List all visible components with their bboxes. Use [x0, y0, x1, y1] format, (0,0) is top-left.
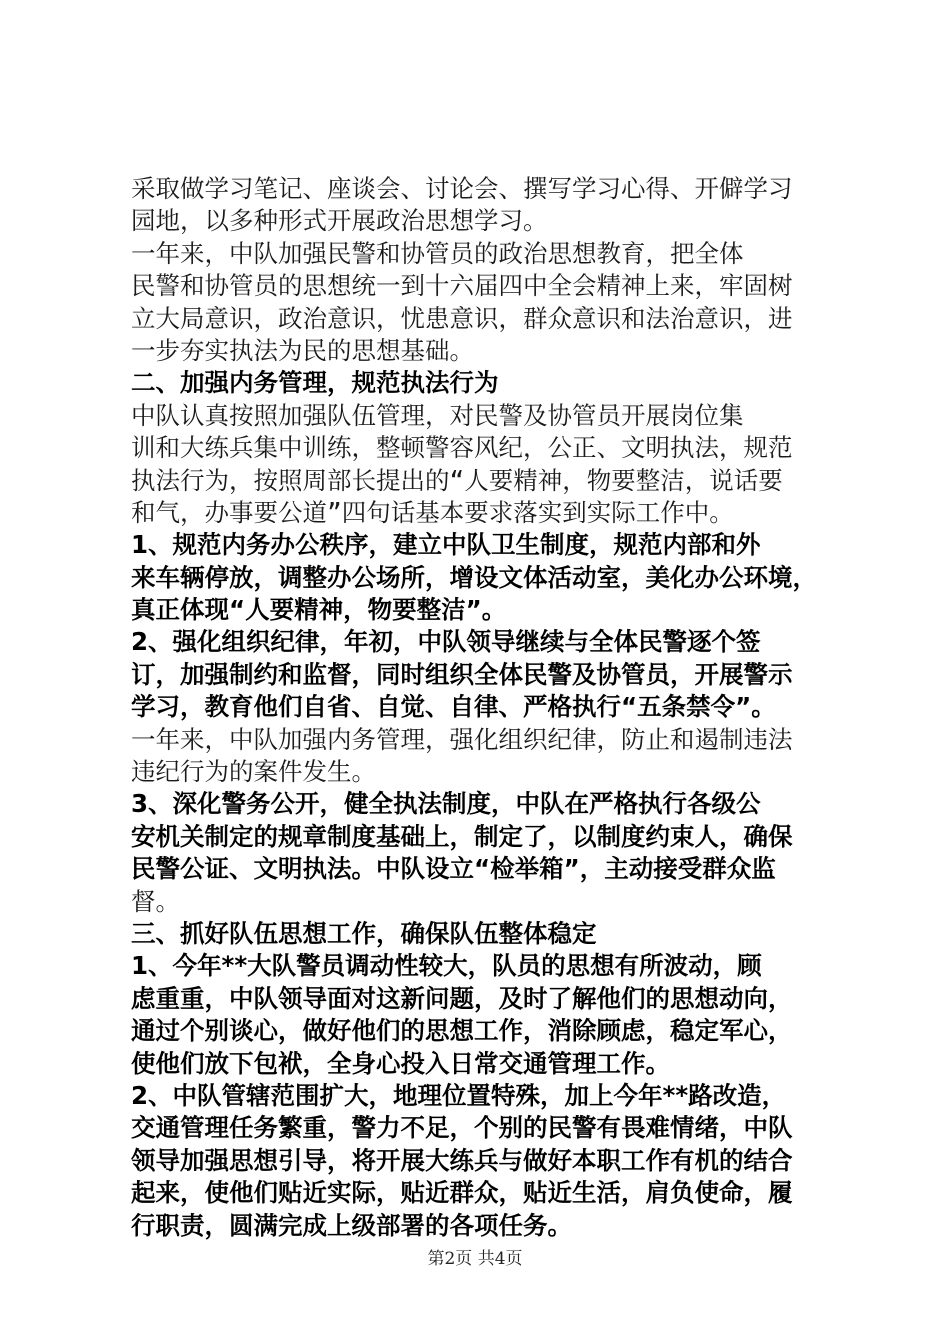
text-line: 安机关制定的规章制度基础上，制定了，以制度约束人，确保 [131, 821, 793, 851]
text-line: 违纪行为的案件发生。 [131, 757, 376, 787]
text-line: 采取做学习笔记、座谈会、讨论会、撰写学习心得、开僻学习 [131, 174, 793, 203]
text-line: 学习，教育他们自省、自觉、自律、严格执行“五条禁令”。 [131, 692, 776, 722]
text-line: 订，加强制约和监督，同时组织全体民警及协管员，开展警示 [131, 659, 793, 689]
text-line: 中队认真按照加强队伍管理，对民警及协管员开展岗位集 [131, 400, 744, 430]
text-line: 园地，以多种形式开展政治思想学习。 [131, 206, 548, 236]
text-line: 执法行为，按照周部长提出的“人要精神，物要整洁，说话要 [131, 465, 783, 495]
text-line: 通过个别谈心，做好他们的思想工作，消除顾虑，稳定军心， [131, 1016, 793, 1046]
text-line: 2、强化组织纪律，年初，中队领导继续与全体民警逐个签 [131, 627, 761, 657]
text-line: 1、今年**大队警员调动性较大，队员的思想有所波动，顾 [131, 951, 762, 981]
document-body [131, 173, 861, 1242]
text-line: 使他们放下包袱，全身心投入日常交通管理工作。 [131, 1048, 670, 1078]
text-line: 一年来，中队加强民警和协管员的政治思想教育，把全体 [131, 238, 744, 268]
text-line: 交通管理任务繁重，警力不足，个别的民警有畏难情绪，中队 [131, 1113, 793, 1143]
text-line: 行职责，圆满完成上级部署的各项任务。 [131, 1210, 572, 1240]
section-heading: 二、加强内务管理，规范执法行为 [131, 368, 499, 398]
text-line: 来车辆停放，调整办公场所，增设文体活动室，美化办公环境， [131, 562, 817, 592]
section-heading: 三、抓好队伍思想工作，确保队伍整体稳定 [131, 918, 597, 948]
text-line: 和气，办事要公道”四句话基本要求落实到实际工作中。 [131, 497, 734, 527]
page-number-footer: 第2页 共4页 [427, 1249, 523, 1269]
text-line: 2、中队管辖范围扩大，地理位置特殊，加上今年**路改造， [131, 1080, 787, 1110]
text-line: 一步夯实执法为民的思想基础。 [131, 335, 474, 365]
text-line: 真正体现“人要精神，物要整洁”。 [131, 595, 507, 625]
text-line: 民警和协管员的思想统一到十六届四中全会精神上来，牢固树 [131, 271, 793, 301]
text-line: 立大局意识，政治意识，忧患意识，群众意识和法治意识，进 [131, 303, 793, 333]
text-line: 一年来，中队加强内务管理，强化组织纪律，防止和遏制违法 [131, 724, 793, 754]
text-line: 1、规范内务办公秩序，建立中队卫生制度，规范内部和外 [131, 530, 761, 560]
text-line: 虑重重，中队领导面对这新问题，及时了解他们的思想动向， [131, 983, 793, 1013]
text-line: 领导加强思想引导，将开展大练兵与做好本职工作有机的结合 [131, 1145, 793, 1175]
text-line: 起来，使他们贴近实际，贴近群众，贴近生活，肩负使命，履 [131, 1178, 793, 1208]
text-line: 3、深化警务公开，健全执法制度，中队在严格执行各级公 [131, 789, 761, 819]
text-line: 督。 [131, 886, 180, 916]
text-line: 民警公证、文明执法。中队设立“检举箱”，主动接受群众监 [131, 854, 776, 884]
text-line: 训和大练兵集中训练，整顿警容风纪，公正、文明执法，规范 [131, 433, 793, 463]
